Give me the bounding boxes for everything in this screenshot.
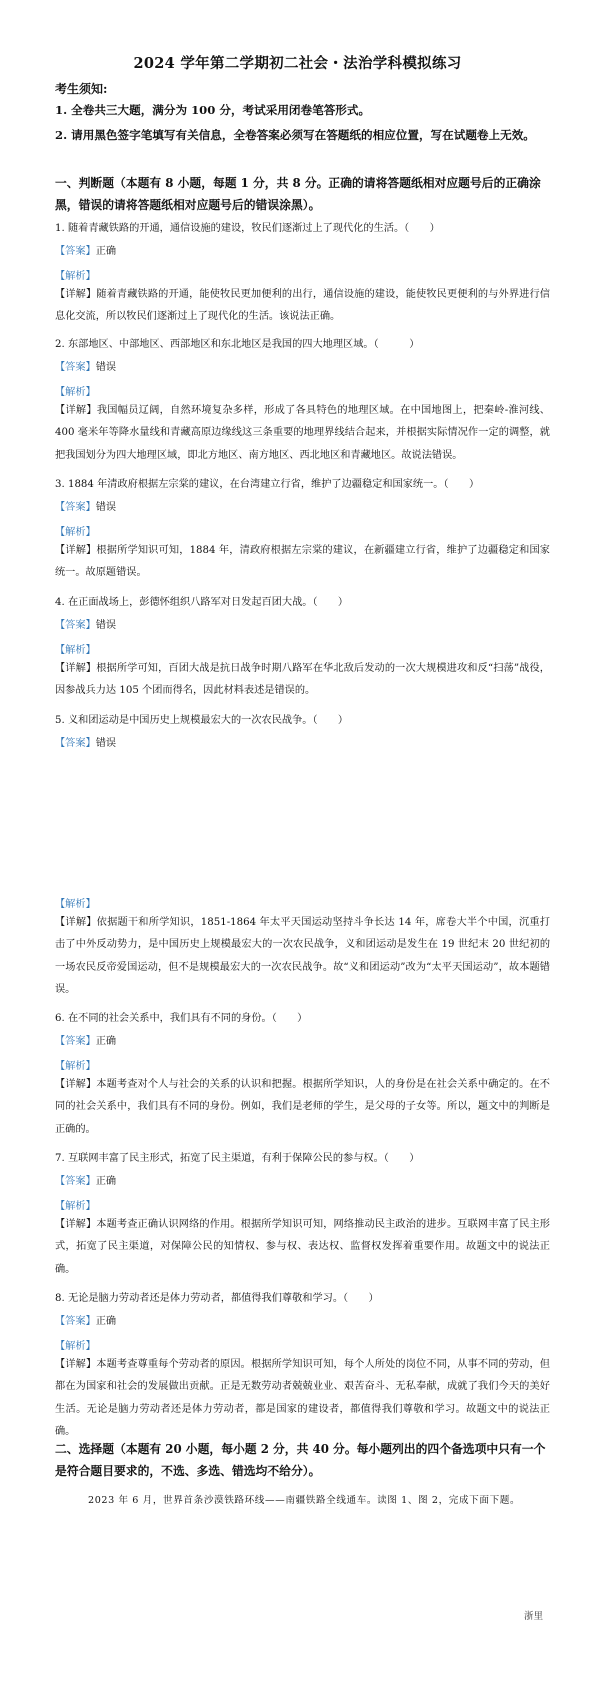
answer-label: 【答案】 bbox=[55, 1036, 96, 1047]
answer-label: 【答案】 bbox=[55, 738, 96, 749]
answer-3 bbox=[55, 499, 116, 517]
answer-value: 正确 bbox=[95, 246, 117, 257]
answer-4 bbox=[55, 617, 116, 635]
detail-1: 【详解】随着青藏铁路的开通，能使牧民更加便利的出行，通信设施的建设，能使牧民更便利的与外界进行信息化交流，所以牧民们逐渐过上了现代化的生活。该说法正确。 bbox=[55, 289, 550, 323]
answer-value: 错误 bbox=[95, 362, 117, 373]
answer-label: 【答案】 bbox=[55, 1316, 96, 1327]
section1-heading: 一、判断题（本题有 8 小题，每题 1 分，共 8 分。正确的请将答题纸相对应题号后的正确涂黑，错误的请将答题纸相对应题号后的错误涂黑）。 bbox=[55, 176, 541, 212]
detail-3: 【详解】根据所学知识可知，1884 年，清政府根据左宗棠的建议，在新疆建立行省，维护了边疆稳定和国家统一。故原题错误。 bbox=[55, 545, 550, 579]
analysis-label-5: 【解析】 bbox=[55, 899, 96, 910]
answer-value: 错误 bbox=[95, 620, 117, 631]
analysis-label-8: 【解析】 bbox=[55, 1341, 96, 1352]
question-3: 3. 1884 年清政府根据左宗棠的建议，在台湾建立行省，维护了边疆稳定和国家统一。（ ） bbox=[55, 479, 480, 490]
notice-line-1: 1. 全卷共三大题，满分为 100 分，考试采用闭卷笔答形式。 bbox=[55, 103, 371, 117]
answer-label: 【答案】 bbox=[55, 362, 96, 373]
answer-7 bbox=[55, 1173, 116, 1191]
question-7: 7. 互联网丰富了民主形式，拓宽了民主渠道，有利于保障公民的参与权。（ ） bbox=[55, 1153, 420, 1164]
answer-5 bbox=[55, 735, 116, 753]
answer-label: 【答案】 bbox=[55, 502, 96, 513]
detail-2: 【详解】我国幅员辽阔，自然环境复杂多样，形成了各具特色的地理区域。在中国地图上，把秦岭-淮河线、400 毫米年等降水量线和青藏高原边缘线这三条重要的地理界线结合起来，并根据实际情况作一定的调整，就把我国划分为四大地理区域，即北方地区、南方地区、西北地区和青藏地区。故说法错误。 bbox=[55, 405, 550, 461]
answer-value: 正确 bbox=[95, 1036, 117, 1047]
question-5: 5. 义和团运动是中国历史上规模最宏大的一次农民战争。（ ） bbox=[55, 715, 349, 726]
answer-6 bbox=[55, 1033, 116, 1051]
analysis-label-2: 【解析】 bbox=[55, 387, 96, 398]
notice-heading: 考生须知: bbox=[55, 82, 108, 96]
answer-value: 错误 bbox=[95, 502, 117, 513]
detail-7: 【详解】本题考查正确认识网络的作用。根据所学知识可知，网络推动民主政治的进步。互联网丰富了民主形式，拓宽了民主渠道，对保障公民的知情权、参与权、表达权、监督权发挥着重要作用。故题文中的说法正确。 bbox=[55, 1219, 550, 1275]
answer-label: 【答案】 bbox=[55, 246, 96, 257]
page-title: 2024 学年第二学期初二社会・法治学科模拟练习 bbox=[133, 55, 462, 72]
analysis-label-6: 【解析】 bbox=[55, 1061, 96, 1072]
detail-8: 【详解】本题考查尊重每个劳动者的原因。根据所学知识可知，每个人所处的岗位不同，从事不同的劳动，但都在为国家和社会的发展做出贡献。正是无数劳动者兢兢业业、艰苦奋斗、无私奉献，成就了我们今天的美好生活。无论是脑力劳动者还是体力劳动者，都是国家的建设者，都值得我们尊敬和学习。故题文中的说法正确。 bbox=[55, 1359, 550, 1437]
analysis-label-4: 【解析】 bbox=[55, 645, 96, 656]
answer-2 bbox=[55, 359, 116, 377]
section2-intro: 2023 年 6 月，世界首条沙漠铁路环线——南疆铁路全线通车。读图 1、图 2，完成下面下题。 bbox=[88, 1495, 521, 1506]
footer-watermark: 浙里 bbox=[523, 1611, 543, 1622]
question-4: 4. 在正面战场上，彭德怀组织八路军对日发起百团大战。（ ） bbox=[55, 597, 349, 608]
detail-5: 【详解】依据题干和所学知识，1851-1864 年太平天国运动坚持斗争长达 14 年，席卷大半个中国，沉重打击了中外反动势力，是中国历史上规模最宏大的一次农民战争，义和团运动是发生在 19 世纪末 20 世纪初的一场农民反帝爱国运动，但不是规模最宏大的一次农民战争。故“义和团运动”改为“太平天国运动”，故本题错误。 bbox=[55, 917, 550, 995]
answer-1 bbox=[55, 243, 116, 261]
answer-label: 【答案】 bbox=[55, 620, 96, 631]
detail-6: 【详解】本题考查对个人与社会的关系的认识和把握。根据所学知识，人的身份是在社会关系中确定的。在不同的社会关系中，我们具有不同的身份。例如，我们是老师的学生，是父母的子女等。所以，题文中的判断是正确的。 bbox=[55, 1079, 550, 1135]
answer-value: 错误 bbox=[95, 738, 117, 749]
answer-value: 正确 bbox=[95, 1316, 117, 1327]
detail-4: 【详解】根据所学可知，百团大战是抗日战争时期八路军在华北敌后发动的一次大规模进攻和反“扫荡”战役，因参战兵力达 105 个团而得名，因此材料表述是错误的。 bbox=[55, 663, 550, 697]
section2-heading: 二、选择题（本题有 20 小题，每小题 2 分，共 40 分。每小题列出的四个备选项中只有一个是符合题目要求的，不选、多选、错选均不给分）。 bbox=[55, 1442, 546, 1478]
question-1: 1. 随着青藏铁路的开通，通信设施的建设，牧民们逐渐过上了现代化的生活。（ ） bbox=[55, 223, 440, 234]
question-2: 2. 东部地区、中部地区、西部地区和东北地区是我国的四大地理区域。（ ） bbox=[55, 339, 420, 350]
question-6: 6. 在不同的社会关系中，我们具有不同的身份。（ ） bbox=[55, 1013, 308, 1024]
analysis-label-3: 【解析】 bbox=[55, 527, 96, 538]
answer-8 bbox=[55, 1313, 116, 1331]
analysis-label-7: 【解析】 bbox=[55, 1201, 96, 1212]
analysis-label-1: 【解析】 bbox=[55, 271, 96, 282]
notice-line-2: 2. 请用黑色签字笔填写有关信息，全卷答案必须写在答题纸的相应位置，写在试题卷上无效。 bbox=[55, 128, 535, 142]
answer-label: 【答案】 bbox=[55, 1176, 96, 1187]
question-8: 8. 无论是脑力劳动者还是体力劳动者，都值得我们尊敬和学习。（ ） bbox=[55, 1293, 379, 1304]
answer-value: 正确 bbox=[95, 1176, 117, 1187]
